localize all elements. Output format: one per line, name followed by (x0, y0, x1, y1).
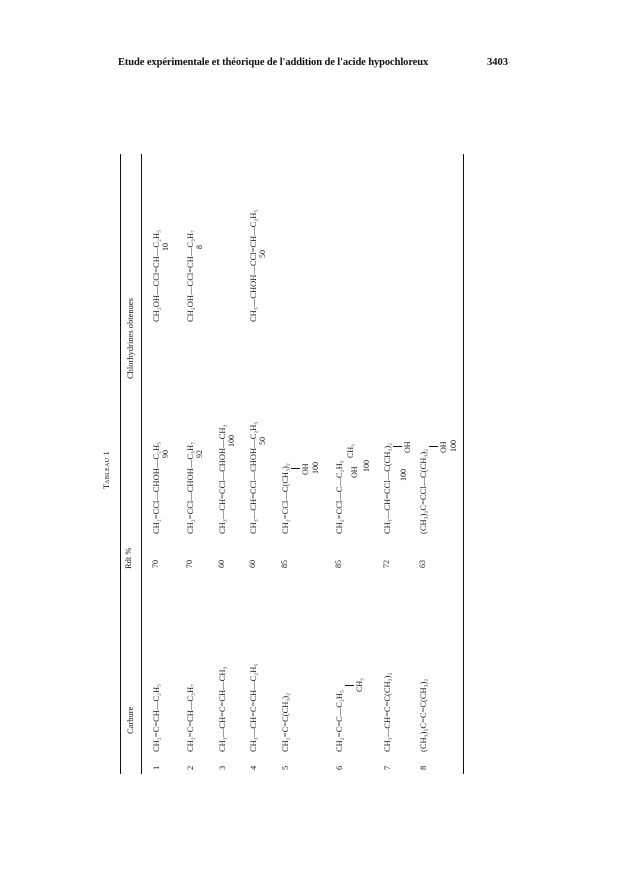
product-1-yield: 100 (449, 440, 458, 452)
carbure-formula: CH₂=C=CH—C₂H₅ (151, 683, 161, 752)
row-number: 1 (151, 765, 161, 770)
carbure-formula: CH₂=C=CH—C₃H₇ (185, 683, 195, 752)
running-title: Etude expérimentale et théorique de l'addition de l'acide hypochloreux (118, 57, 429, 68)
product-1-yield: 50 (258, 437, 267, 445)
bond-line (345, 685, 354, 686)
row-number: 3 (217, 765, 227, 770)
rdt-value: 70 (151, 560, 160, 568)
product-2-formula: CH₂OH—CCl=CH—C₃H₇ (185, 229, 195, 322)
bond-line (291, 468, 300, 469)
product-2-yield: 50 (258, 250, 267, 258)
product-1-formula: (CH₃)₂C=CCl—C(CH₃)₂ (418, 448, 428, 534)
rdt-value: 70 (185, 560, 194, 568)
product-1-yield: 92 (195, 450, 204, 458)
rdt-value: 85 (334, 560, 343, 568)
table-caption: Tableau 1 (102, 451, 111, 489)
product-1-hydroxyl: OH (439, 441, 448, 453)
column-header-chlorhydrines: Chlorhydrines obtenues (125, 298, 135, 379)
column-header-carbure: Carbure (125, 706, 135, 734)
product-1-hydroxyl: OH (301, 463, 310, 475)
product-1-formula: CH₂=CCl—CHOH—C₂H₅ (151, 441, 161, 534)
page-number: 3403 (487, 57, 508, 68)
product-1-hydroxyl: OH (403, 441, 412, 453)
product-1-formula: CH₃—CH=CCl—C(CH₃)₂ (382, 442, 392, 534)
row-number: 5 (280, 765, 290, 770)
rdt-value: 60 (248, 560, 257, 568)
table-top-rule (120, 154, 121, 774)
carbure-formula: CH₃—CH=C=C(CH₃)₂ (382, 672, 392, 752)
row-number: 4 (248, 765, 258, 770)
carbure-formula: CH₃—CH=C=CH—C₂H₅ (248, 663, 258, 752)
carbure-formula: (CH₃)₂C=C=C(CH₃)₂ (418, 678, 428, 752)
carbure-formula: CH₃—CH=C=CH—CH₃ (217, 666, 227, 752)
page-header (118, 57, 508, 73)
row-number: 6 (334, 765, 344, 770)
product-1-formula: CH₃—CH=CCl—CHOH—CH₃ (217, 424, 227, 534)
carbure-formula: CH₂=C=C(CH₃)₂ (280, 692, 290, 752)
bond-line (429, 446, 438, 447)
column-header-rdt: Rdt % (123, 547, 133, 569)
product-1-formula: CH₂=CCl—CHOH—C₃H₇ (185, 441, 195, 534)
product-1-methyl: CH₃ (346, 444, 355, 458)
bond-line (393, 446, 402, 447)
product-1-formula: CH₂=CCl—C—C₂H₅ (334, 460, 344, 534)
row-number: 8 (418, 765, 428, 770)
carbure-methyl: CH₃ (355, 678, 364, 692)
rdt-value: 85 (280, 560, 289, 568)
row-number: 7 (382, 765, 392, 770)
carbure-formula: CH₂=C=C—C₂H₅ (334, 690, 344, 752)
table-bottom-rule (463, 154, 464, 774)
rdt-value: 60 (217, 560, 226, 568)
table-header-rule (141, 154, 142, 774)
product-1-formula: CH₂=CCl—C(CH₃)₂ (280, 463, 290, 534)
product-2-yield: 8 (195, 245, 204, 249)
product-1-formula: CH₃—CH=CCl—CHOH—C₂H₅ (248, 421, 258, 534)
rdt-value: 72 (382, 560, 391, 568)
product-1-yield: 100 (399, 469, 408, 481)
table-container (98, 147, 470, 774)
product-1-hydroxyl: OH (350, 466, 359, 478)
rdt-value: 63 (418, 560, 427, 568)
product-1-yield: 100 (362, 460, 371, 472)
row-number: 2 (185, 765, 195, 770)
product-2-formula: CH₃—CHOH—CCl=CH—C₂H₅ (248, 209, 258, 322)
product-2-formula: CH₂OH—CCl=CH—C₂H₅ (151, 229, 161, 322)
product-1-yield: 100 (311, 462, 320, 474)
table-1 (98, 147, 470, 774)
product-1-yield: 90 (161, 450, 170, 458)
product-2-yield: 10 (161, 243, 170, 251)
product-1-yield: 100 (227, 435, 236, 447)
